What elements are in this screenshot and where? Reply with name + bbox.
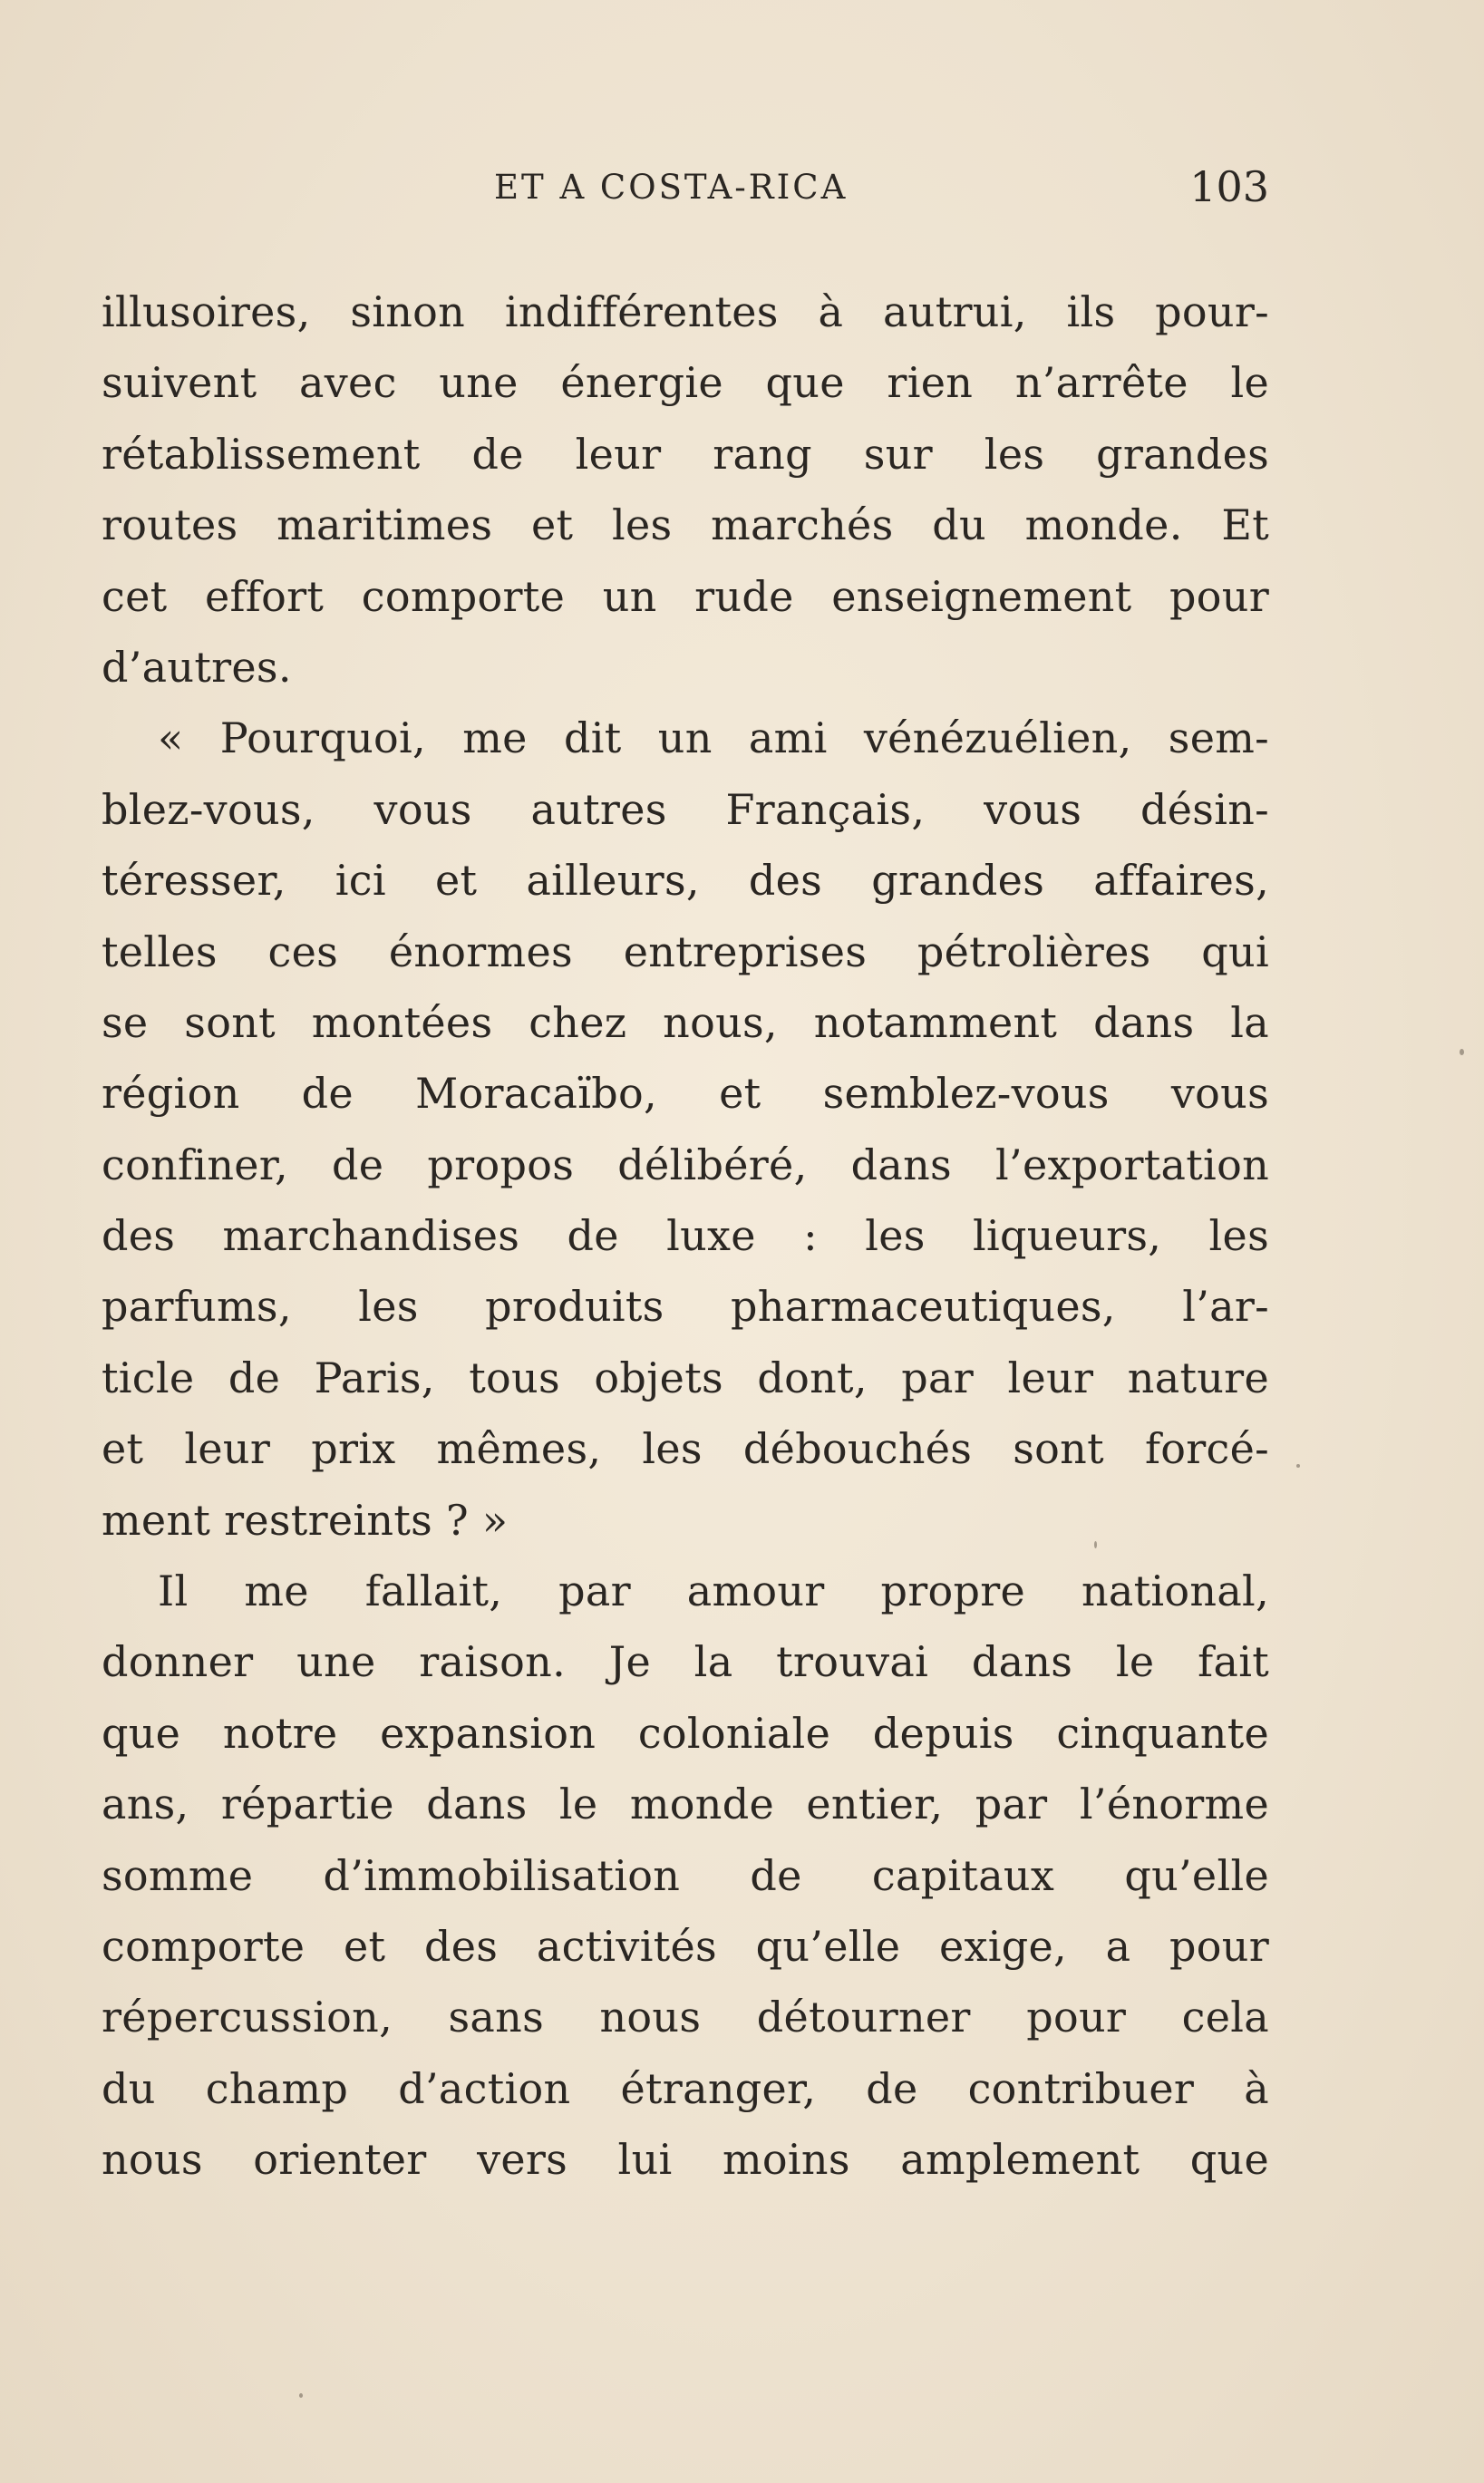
text-line: des marchandises de luxe : les liqueurs, les: [102, 1211, 1269, 1261]
text-line: confiner, de propos délibéré, dans l’exportation: [102, 1140, 1269, 1189]
text-line: téresser, ici et ailleurs, des grandes affaires,: [102, 856, 1269, 906]
text-line: d’autres.: [102, 642, 292, 692]
paper-speck: [1094, 1541, 1097, 1548]
text-line: cet effort comporte un rude enseignement pour: [102, 571, 1269, 621]
text-line: blez-vous, vous autres Français, vous désin-: [102, 784, 1269, 834]
running-title: ET A COSTA-RICA: [494, 168, 849, 207]
text-line: telles ces énormes entreprises pétrolières qui: [102, 926, 1269, 976]
text-line: du champ d’action étranger, de contribuer à: [102, 2063, 1269, 2113]
text-line: nous orienter vers lui moins amplement que: [102, 2135, 1269, 2185]
text-line: routes maritimes et les marchés du monde. Et: [102, 500, 1269, 550]
text-line: illusoires, sinon indifférentes à autrui, ils pour-: [102, 287, 1269, 336]
text-line: et leur prix mêmes, les débouchés sont forcé-: [102, 1424, 1269, 1474]
body-text: [102, 276, 1269, 2196]
text-line: ticle de Paris, tous objets dont, par leur nature: [102, 1353, 1269, 1402]
running-header: [102, 162, 1269, 222]
text-line: Il me fallait, par amour propre national,: [158, 1566, 1269, 1616]
text-line: parfums, les produits pharmaceutiques, l’ar-: [102, 1282, 1269, 1332]
paper-speck: [1296, 1464, 1300, 1468]
paper-speck: [1460, 1049, 1464, 1055]
text-line: ment restreints ? »: [102, 1495, 509, 1545]
text-line: répercussion, sans nous détourner pour cela: [102, 1993, 1269, 2042]
text-line: somme d’immobilisation de capitaux qu’elle: [102, 1850, 1269, 1900]
text-line: comporte et des activités qu’elle exige, a pour: [102, 1921, 1269, 1971]
text-line: que notre expansion coloniale depuis cinquante: [102, 1708, 1269, 1758]
text-line: se sont montées chez nous, notamment dans la: [102, 997, 1269, 1047]
text-line: région de Moracaïbo, et semblez-vous vous: [102, 1069, 1269, 1119]
text-line: donner une raison. Je la trouvai dans le fait: [102, 1637, 1269, 1687]
text-line: rétablissement de leur rang sur les grandes: [102, 429, 1269, 479]
text-line: ans, répartie dans le monde entier, par l’énorme: [102, 1780, 1269, 1829]
paper-speck: [299, 2393, 303, 2398]
text-line: suivent avec une énergie que rien n’arrête le: [102, 358, 1269, 408]
page-number: 103: [1189, 162, 1269, 211]
text-line: « Pourquoi, me dit un ami vénézuélien, sem-: [158, 713, 1269, 763]
